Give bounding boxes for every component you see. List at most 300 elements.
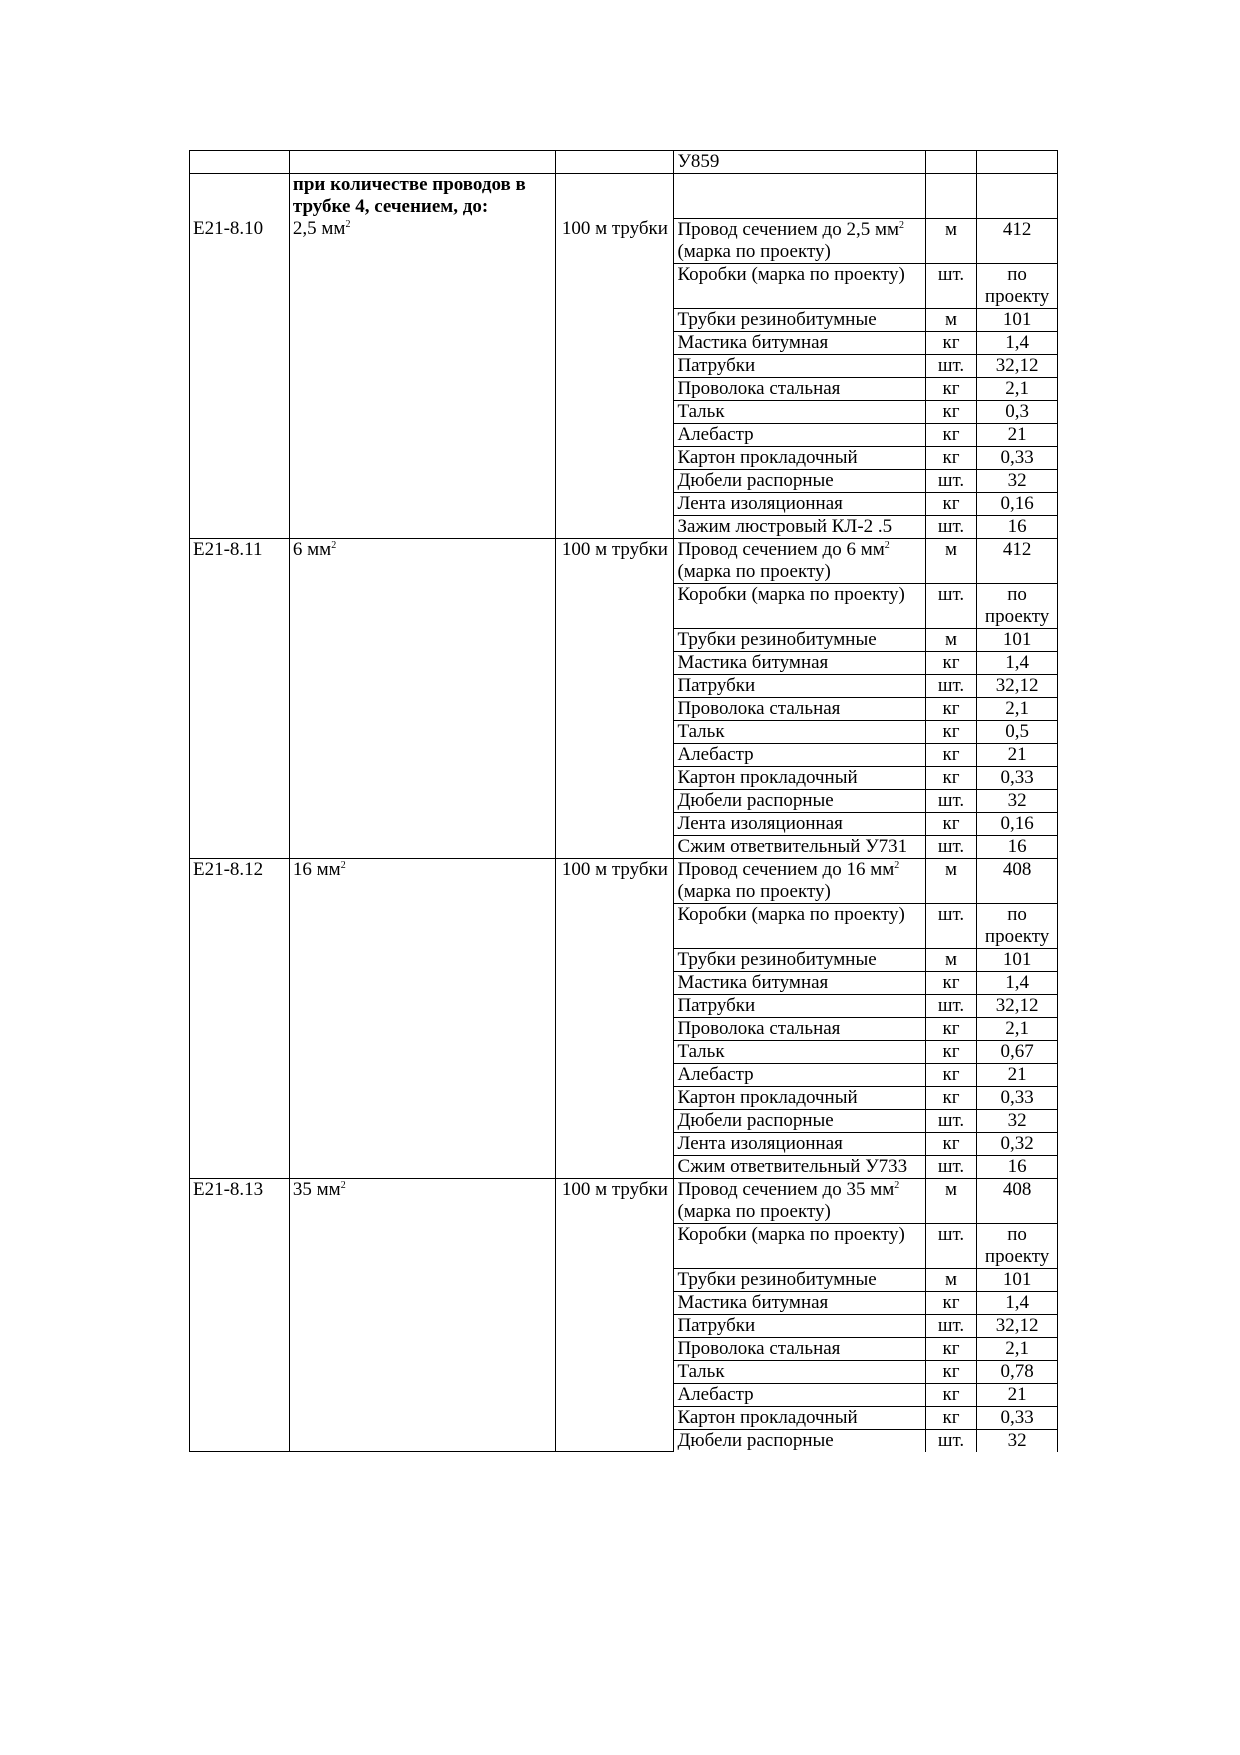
material-name: Лента изоляционная [677,1132,843,1154]
measure-unit-text: м [944,628,957,650]
unit-cell [556,151,674,174]
measure-unit-cell [925,515,976,538]
section-cell [289,151,555,174]
table-row-continuation [190,151,1058,174]
material-name: Патрубки [677,1314,756,1336]
measure-unit-text: м [944,1268,957,1290]
quantity-text: по проекту [984,583,1050,627]
measure-unit-text: кг [942,400,960,422]
quantity-text: 32,12 [995,674,1039,696]
measure-unit-text: м [944,218,957,240]
measure-unit-text: кг [942,743,960,765]
measure-unit-text: кг [942,1040,960,1062]
material-cell [674,174,925,219]
measure-unit-cell [925,218,976,263]
quantity-cell [977,628,1058,651]
measure-unit-cell [925,1314,976,1337]
material-cell [674,651,925,674]
measure-unit-cell [925,174,976,219]
material-cell [674,1155,925,1178]
quantity-text: по проекту [984,903,1050,947]
quantity-text: 32,12 [995,354,1039,376]
quantity-text: 1,4 [1005,1291,1029,1313]
material-cell [674,994,925,1017]
measure-unit-cell [925,1155,976,1178]
quantity-cell [977,766,1058,789]
material-cell [674,308,925,331]
material-name: Картон прокладочный [677,446,858,468]
measure-unit-text: кг [942,1063,960,1085]
measure-unit-cell [925,674,976,697]
measure-unit-text: шт. [937,789,965,811]
quantity-cell [977,903,1058,948]
quantity-cell [977,492,1058,515]
measure-unit-cell [925,971,976,994]
material-cell [674,218,925,263]
material-cell [674,354,925,377]
measure-unit-cell [925,858,976,903]
quantity-cell [977,1040,1058,1063]
measure-unit-cell [925,1291,976,1314]
quantity-text: 0,33 [1000,1086,1034,1108]
material-cell [674,1429,925,1452]
section-text: 2,5 мм [292,218,346,239]
quantity-cell [977,469,1058,492]
material-name: Трубки резинобитумные [677,1268,877,1290]
material-cell [674,583,925,628]
material-cell [674,789,925,812]
measure-unit-text: шт. [937,1109,965,1131]
material-superscript: 2 [894,1179,900,1191]
material-cell [674,948,925,971]
material-cell [674,971,925,994]
quantity-text: 1,4 [1005,971,1029,993]
measure-unit-text: шт. [937,1155,965,1177]
material-cell [674,1337,925,1360]
material-cell [674,1040,925,1063]
quantity-cell [977,1268,1058,1291]
material-name: Коробки (марка по проекту) [677,1223,905,1245]
code-text: Е21-8.11 [193,538,263,560]
measure-unit-text: кг [942,971,960,993]
measure-unit-text: шт. [937,354,965,376]
measure-unit-cell [925,1178,976,1223]
quantity-cell [977,1063,1058,1086]
measure-unit-text: м [944,858,957,880]
code-text: Е21-8.12 [193,858,264,880]
material-name: Коробки (марка по проекту) [677,263,905,285]
measure-unit-cell [925,1040,976,1063]
material-name: Мастика битумная [677,971,829,993]
material-cell [674,515,925,538]
material-cell [674,492,925,515]
quantity-cell [977,743,1058,766]
measure-unit-cell [925,400,976,423]
measure-unit-cell [925,789,976,812]
quantity-cell [977,400,1058,423]
material-cell [674,446,925,469]
material-name: Картон прокладочный [677,1406,858,1428]
material-cell [674,858,925,903]
quantity-text: по проекту [984,1223,1050,1267]
quantity-text: 0,32 [1000,1132,1034,1154]
measure-unit-cell [925,1429,976,1452]
measure-unit-cell [925,1063,976,1086]
quantity-cell [977,331,1058,354]
measure-unit-cell [925,354,976,377]
quantity-cell [977,994,1058,1017]
quantity-text: 2,1 [1005,1337,1029,1359]
unit-cell [556,1178,674,1452]
material-cell [674,1406,925,1429]
quantity-cell [977,1178,1058,1223]
measure-unit-text: шт. [937,903,965,925]
unit-text: 100 м трубки [561,1178,668,1200]
measure-unit-cell [925,903,976,948]
measure-unit-cell [925,263,976,308]
measure-unit-text: кг [942,1017,960,1039]
material-cell [674,1360,925,1383]
measure-unit-cell [925,766,976,789]
measure-unit-text: шт. [937,994,965,1016]
measure-unit-cell [925,151,976,174]
measure-unit-text: шт. [937,515,965,537]
quantity-cell [977,1132,1058,1155]
material-cell: У859 [674,151,925,174]
material-name-suffix: (марка по проекту) [677,240,831,262]
material-name: Мастика битумная [677,651,829,673]
measure-unit-cell [925,492,976,515]
quantity-cell [977,835,1058,858]
measure-unit-cell [925,812,976,835]
table-row [190,858,1058,903]
quantity-cell [977,858,1058,903]
material-cell [674,400,925,423]
quantity-text: 21 [1007,1383,1027,1405]
measure-unit-text: шт. [937,583,965,605]
measure-unit-cell [925,583,976,628]
quantity-text: 412 [1002,218,1032,240]
material-cell [674,1291,925,1314]
material-name: Проволока стальная [677,377,841,399]
measure-unit-cell [925,1132,976,1155]
measure-unit-text: кг [942,1406,960,1428]
quantity-cell [977,1383,1058,1406]
material-name: Сжим ответвительный У733 [677,1155,908,1177]
material-name: Сжим ответвительный У731 [677,835,908,857]
measure-unit-cell [925,720,976,743]
material-name: Провод сечением до 35 мм [677,1178,895,1200]
quantity-text: 0,33 [1000,766,1034,788]
measure-unit-text: шт. [937,1314,965,1336]
quantity-cell [977,651,1058,674]
quantity-cell [977,789,1058,812]
material-cell [674,1017,925,1040]
quantity-text: 0,67 [1000,1040,1034,1062]
measure-unit-cell [925,1017,976,1040]
section-cell [289,858,555,1178]
group-header-text: при количестве проводов в трубке 4, сечением, до: [292,174,526,217]
measure-unit-text: м [944,1178,957,1200]
quantity-cell [977,1314,1058,1337]
quantity-cell [977,812,1058,835]
material-name: Трубки резинобитумные [677,948,877,970]
material-cell [674,628,925,651]
material-name: Дюбели распорные [677,469,834,491]
measure-unit-text: кг [942,1383,960,1405]
measure-unit-text: м [944,538,957,560]
measure-unit-cell [925,1223,976,1268]
unit-cell [556,538,674,858]
material-name: Дюбели распорные [677,789,834,811]
measure-unit-cell [925,628,976,651]
material-name: Проволока стальная [677,1337,841,1359]
measure-unit-cell [925,469,976,492]
measure-unit-text: кг [942,492,960,514]
material-name: Патрубки [677,354,756,376]
quantity-text: 2,1 [1005,1017,1029,1039]
measure-unit-cell [925,308,976,331]
measure-unit-cell [925,538,976,583]
material-name: Мастика битумная [677,331,829,353]
material-name: Алебастр [677,1063,754,1085]
material-name: Алебастр [677,423,754,445]
measure-unit-cell [925,1109,976,1132]
measure-unit-text: кг [942,1360,960,1382]
norms-table [189,150,1058,1452]
material-cell [674,331,925,354]
section-text: 35 мм [292,1178,341,1200]
measure-unit-cell [925,1268,976,1291]
quantity-text: 0,16 [1000,812,1034,834]
table-row [190,218,1058,263]
quantity-cell [977,1109,1058,1132]
material-name: Провод сечением до 16 мм [677,858,895,880]
measure-unit-cell [925,743,976,766]
quantity-text: 2,1 [1005,697,1029,719]
material-name: Алебастр [677,1383,754,1405]
quantity-text: 21 [1007,1063,1027,1085]
material-name: Картон прокладочный [677,766,858,788]
material-cell [674,538,925,583]
measure-unit-text: шт. [937,263,965,285]
material-name: Алебастр [677,743,754,765]
quantity-text: 408 [1002,858,1032,880]
unit-cell [556,858,674,1178]
material-cell [674,263,925,308]
measure-unit-text: м [944,948,957,970]
measure-unit-cell [925,697,976,720]
measure-unit-cell [925,948,976,971]
material-cell [674,1132,925,1155]
quantity-cell [977,377,1058,400]
code-cell [190,858,290,1178]
material-name: Дюбели распорные [677,1429,834,1451]
measure-unit-text: кг [942,1086,960,1108]
material-cell [674,1383,925,1406]
quantity-text: 412 [1002,538,1032,560]
measure-unit-text: шт. [937,674,965,696]
quantity-text: 32 [1007,789,1027,811]
quantity-text: 101 [1002,308,1032,330]
measure-unit-cell [925,331,976,354]
code-cell [190,174,290,219]
quantity-text: 32 [1007,469,1027,491]
material-cell [674,766,925,789]
code-cell [190,1178,290,1452]
unit-text: 100 м трубки [561,538,668,560]
material-name: Трубки резинобитумные [677,308,877,330]
quantity-cell [977,697,1058,720]
material-cell [674,1223,925,1268]
code-cell [190,538,290,858]
material-name: Лента изоляционная [677,812,843,834]
quantity-cell [977,446,1058,469]
quantity-cell [977,515,1058,538]
measure-unit-cell [925,1086,976,1109]
measure-unit-cell [925,446,976,469]
quantity-cell [977,1291,1058,1314]
quantity-text: 2,1 [1005,377,1029,399]
quantity-text: 32,12 [995,1314,1039,1336]
material-superscript: 2 [894,859,900,871]
material-name: Тальк [677,720,725,742]
unit-text: 100 м трубки [561,218,668,239]
quantity-text: 0,33 [1000,1406,1034,1428]
measure-unit-cell [925,994,976,1017]
section-cell [289,218,555,538]
measure-unit-cell [925,423,976,446]
quantity-text: 0,3 [1005,400,1029,422]
measure-unit-cell [925,651,976,674]
material-superscript: 2 [884,539,890,551]
material-name-suffix: (марка по проекту) [677,880,831,902]
table-body [190,151,1058,1452]
quantity-cell [977,1086,1058,1109]
measure-unit-text: шт. [937,469,965,491]
measure-unit-cell [925,1406,976,1429]
material-name: Коробки (марка по проекту) [677,583,905,605]
material-name: Зажим люстровый КЛ-2 .5 [677,515,893,537]
material-name-suffix: (марка по проекту) [677,1200,831,1222]
material-name: Патрубки [677,994,756,1016]
quantity-text: 1,4 [1005,651,1029,673]
quantity-cell [977,1223,1058,1268]
material-cell [674,377,925,400]
quantity-cell [977,308,1058,331]
quantity-text: 0,5 [1005,720,1029,742]
quantity-text: 1,4 [1005,331,1029,353]
material-cell [674,697,925,720]
quantity-cell [977,218,1058,263]
material-cell [674,1268,925,1291]
quantity-cell [977,720,1058,743]
quantity-cell [977,948,1058,971]
measure-unit-cell [925,1360,976,1383]
measure-unit-text: шт. [937,835,965,857]
material-superscript: 2 [899,219,904,231]
measure-unit-text: кг [942,331,960,353]
quantity-text: 21 [1007,743,1027,765]
table-row [190,1178,1058,1223]
measure-unit-cell [925,1383,976,1406]
section-cell [289,1178,555,1452]
code-text: Е21-8.10 [193,218,264,239]
material-cell [674,1086,925,1109]
material-cell [674,1109,925,1132]
quantity-cell [977,354,1058,377]
quantity-text: 0,16 [1000,492,1034,514]
measure-unit-text: кг [942,423,960,445]
material-name-suffix: (марка по проекту) [677,560,831,582]
quantity-text: 32 [1007,1109,1027,1131]
quantity-cell [977,1017,1058,1040]
material-name: Проволока стальная [677,1017,841,1039]
quantity-text: 16 [1007,1155,1027,1177]
measure-unit-text: м [944,308,957,330]
measure-unit-text: кг [942,1132,960,1154]
material-cell [674,743,925,766]
quantity-cell [977,1337,1058,1360]
material-cell [674,423,925,446]
measure-unit-text: кг [942,377,960,399]
measure-unit-text: кг [942,812,960,834]
quantity-text: 101 [1002,628,1032,650]
material-name: Коробки (марка по проекту) [677,903,905,925]
measure-unit-text: кг [942,651,960,673]
material-name: Мастика битумная [677,1291,829,1313]
code-cell [190,218,290,538]
quantity-text: 32 [1007,1429,1027,1451]
material-name: Трубки резинобитумные [677,628,877,650]
material-name: Провод сечением до 6 мм [677,538,885,560]
code-cell [190,151,290,174]
quantity-text: 0,78 [1000,1360,1034,1382]
material-cell [674,1314,925,1337]
material-name: Лента изоляционная [677,492,843,514]
measure-unit-text: кг [942,697,960,719]
quantity-cell [977,151,1058,174]
material-name: Провод сечением до 2,5 мм [677,218,899,240]
quantity-cell [977,583,1058,628]
material-name: Патрубки [677,674,756,696]
measure-unit-text: шт. [937,1429,965,1451]
section-superscript: 2 [340,859,346,871]
measure-unit-cell [925,377,976,400]
group-header-cell [289,174,555,219]
measure-unit-text: кг [942,720,960,742]
section-text: 16 мм [292,858,341,880]
section-superscript: 2 [331,539,337,551]
material-cell [674,835,925,858]
material-name: Тальк [677,1040,725,1062]
quantity-cell [977,423,1058,446]
section-cell [289,538,555,858]
table-row [190,538,1058,583]
quantity-cell [977,1429,1058,1452]
quantity-text: 16 [1007,835,1027,857]
material-name: Проволока стальная [677,697,841,719]
quantity-text: по проекту [984,263,1050,307]
material-cell [674,674,925,697]
quantity-cell [977,1406,1058,1429]
unit-cell [556,174,674,219]
unit-text: 100 м трубки [561,858,668,880]
section-superscript: 2 [345,219,351,230]
quantity-cell [977,674,1058,697]
code-text: Е21-8.13 [193,1178,264,1200]
quantity-cell [977,1155,1058,1178]
